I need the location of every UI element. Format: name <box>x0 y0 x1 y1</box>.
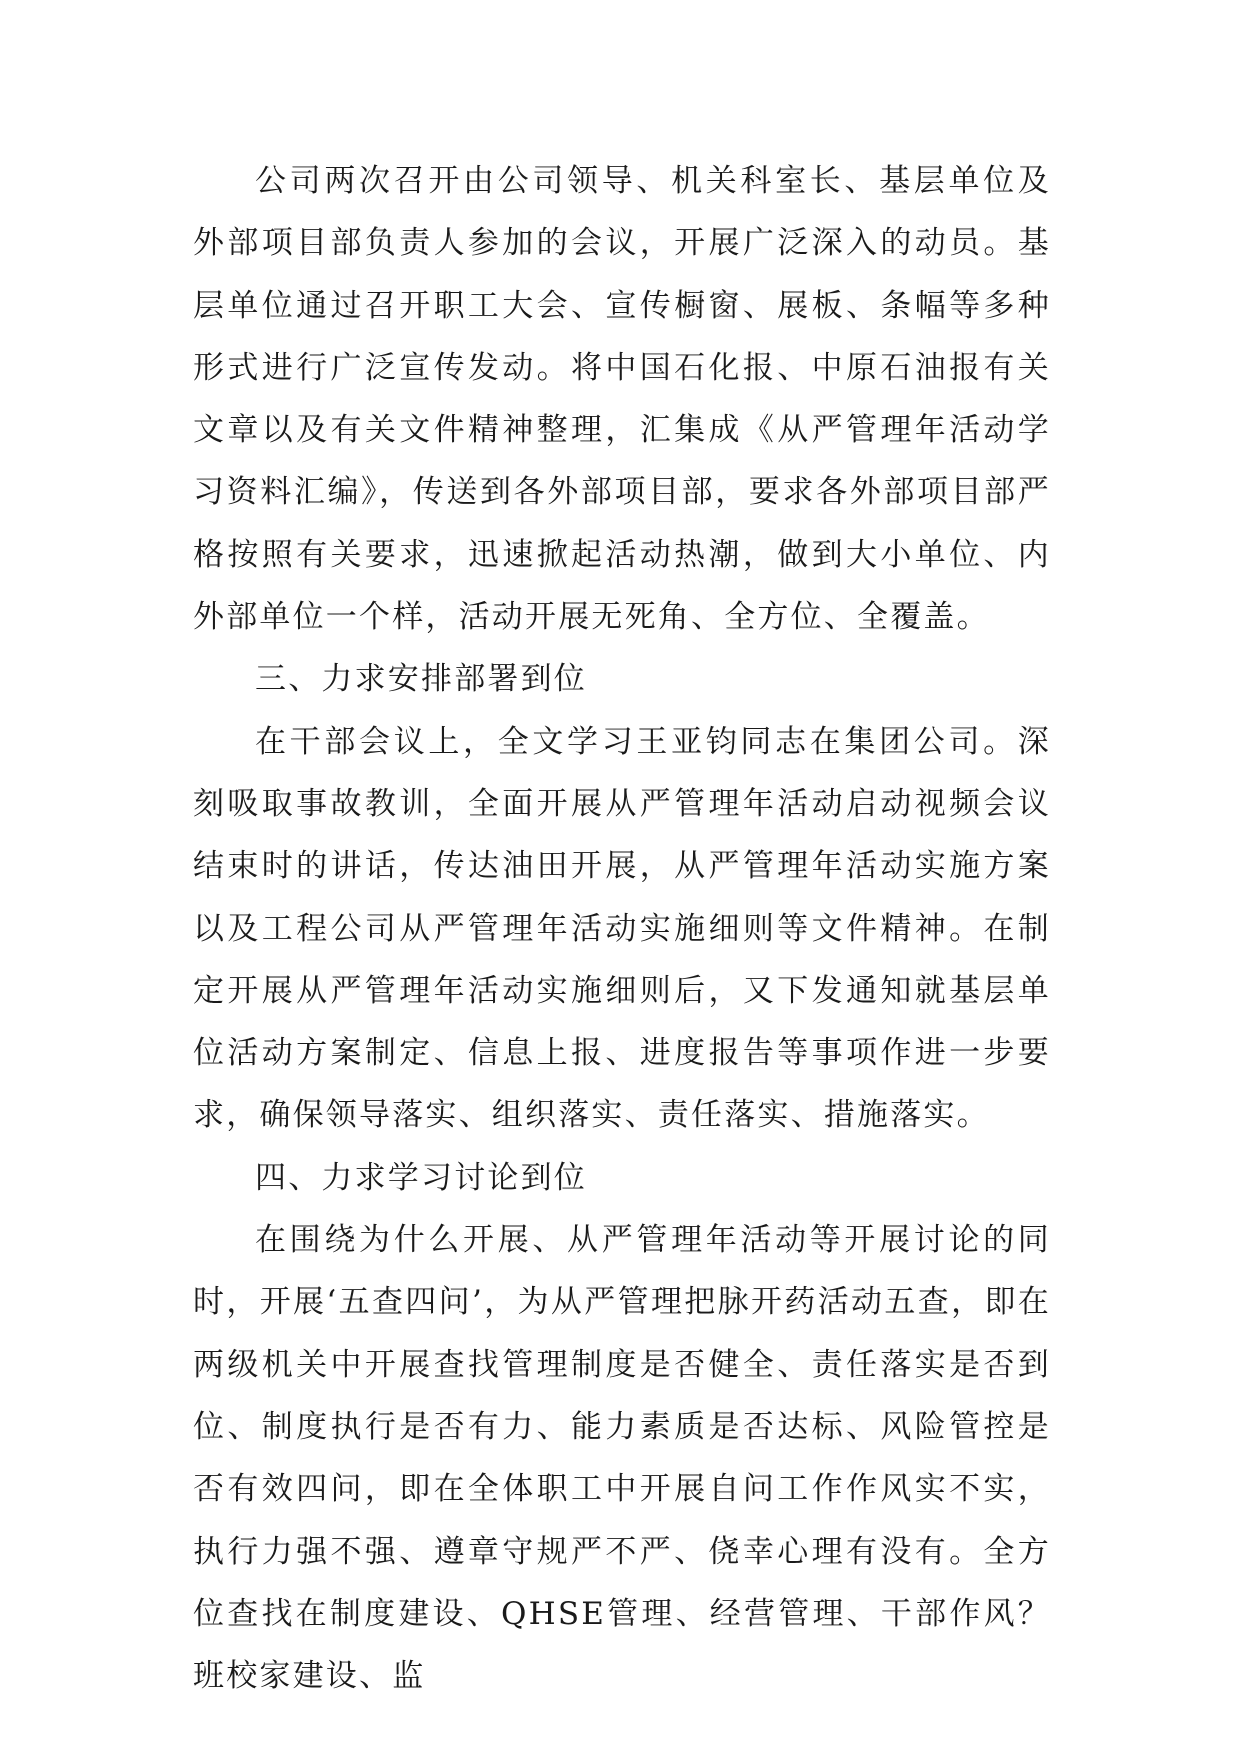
paragraph-mobilization: 公司两次召开由公司领导、机关科室长、基层单位及外部项目部负责人参加的会议，开展广泛深入的动员。基层单位通过召开职工大会、宣传橱窗、展板、条幅等多种形式进行广泛宣传发动。将中国石化报、中原石油报有关文章以及有关文件精神整理，汇集成《从严管理年活动学习资料汇编》，传送到各外部项目部，要求各外部项目部严格按照有关要求，迅速掀起活动热潮，做到大小单位、内外部单位一个样，活动开展无死角、全方位、全覆盖。 <box>193 163 1051 636</box>
section-heading-deployment: 三、力求安排部署到位 <box>255 661 587 698</box>
paragraph-study: 在围绕为什么开展、从严管理年活动等开展讨论的同时，开展‘五查四问’，为从严管理把脉开药活动五查，即在两级机关中开展查找管理制度是否健全、责任落实是否到位、制度执行是否有力、能力素质是否达标、风险管控是否有效四问，即在全体职工中开展自问工作作风实不实，执行力强不强、遵章守规严不严、侥幸心理有没有。全方位查找在制度建设、QHSE管理、经营管理、干部作风？班校家建设、监 <box>193 1222 1051 1695</box>
section-heading-study: 四、力求学习讨论到位 <box>255 1159 587 1196</box>
document-body <box>193 150 1051 1707</box>
paragraph-deployment: 在干部会议上，全文学习王亚钧同志在集团公司。深刻吸取事故教训，全面开展从严管理年活动启动视频会议结束时的讲话，传达油田开展，从严管理年活动实施方案以及工程公司从严管理年活动实施细则等文件精神。在制定开展从严管理年活动实施细则后，又下发通知就基层单位活动方案制定、信息上报、进度报告等事项作进一步要求，确保领导落实、组织落实、责任落实、措施落实。 <box>193 723 1051 1134</box>
